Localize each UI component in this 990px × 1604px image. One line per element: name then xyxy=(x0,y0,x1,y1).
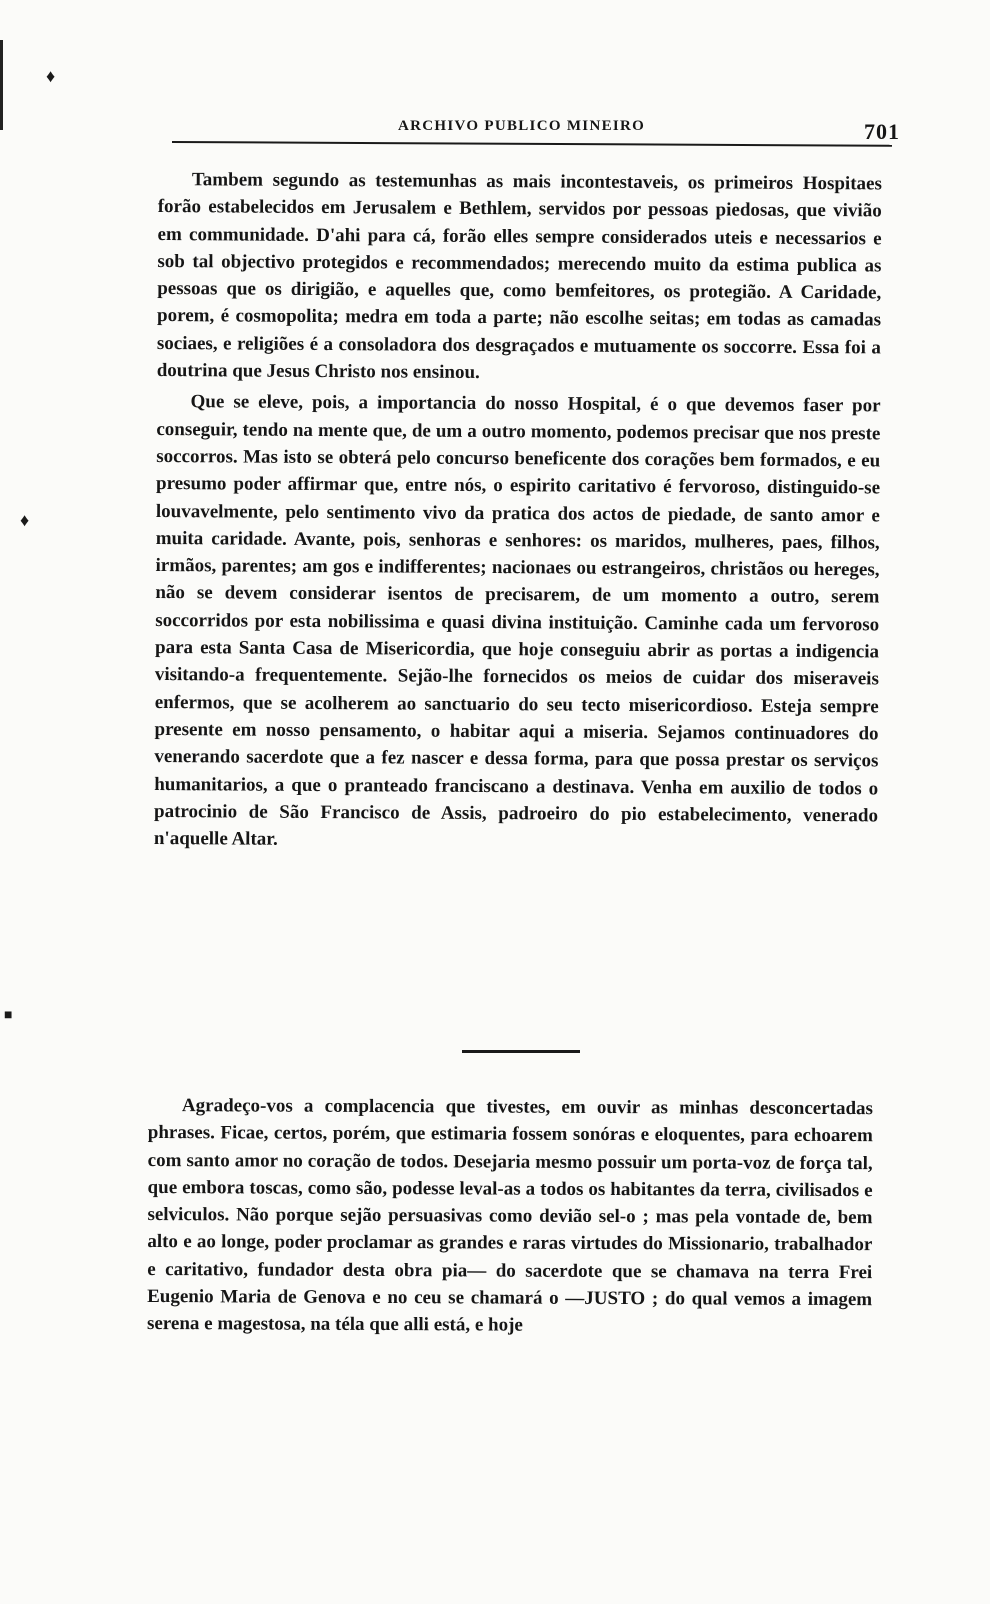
running-title: ARCHIVO PUBLICO MINEIRO xyxy=(398,118,646,134)
margin-mark: ♦ xyxy=(46,66,56,86)
body-text-part1 xyxy=(154,166,882,857)
margin-mark: ■ xyxy=(4,1008,13,1023)
paragraph: Tambem segundo as testemunhas as mais incontestaveis, os primeiros Hospitaes forão estabelecidos em Jerusalem e Bethlem, servidos por pessoas piedosas, que vivião em communidade. D'ahi para cá, forão elles sempre considerados uteis e necessarios e sob tal objectivo protegidos e recommendados; merecendo muito da estima publica as pessoas que os dirigião, e aquelles que, como bemfeitores, os protegião. A Caridade, porem, é cosmopolita; medra em toda a parte; não escolhe seitas; em todas as camadas sociaes, e religiões é a consoladora dos desgraçados e mutuamente os soccorre. Essa foi a doutrina que Jesus Christo nos ensinou. xyxy=(156,169,882,384)
page-number: 701 xyxy=(864,119,900,144)
header-rule xyxy=(172,141,892,147)
paragraph: Agradeço-vos a complacencia que tivestes, em ouvir as minhas desconcertadas phrases. Ficae, certos, porém, que estimaria fossem sonóras e eloquentes, para echoarem com santo amor no coração de todos. Desejaria mesmo possuir um porta-voz de força tal, que embora toscas, como são, podesse leval-as a todos os habitantes da terra, civilisados e selviculos. Não porque sejão persuasivas como devião sel-o ; mas pela vontade de, bem alto e ao longe, poder proclamar as grandes e raras virtudes do Missionario, trabalhador e caritativo, fundador desta obra pia— do sacerdote que se chamava na terra Frei Eugenio Maria de Genova e no ceu se chamará o —JUSTO ; do qual vemos a imagem serena e magestosa, na téla que alli está, e hoje xyxy=(146,1095,873,1337)
running-header xyxy=(172,113,900,153)
paragraph: Que se eleve, pois, a importancia do nosso Hospital, é o que devemos faser por conseguir, tendo na mente que, de um a outro momento, podemos precisar que nos preste soccorros. Mas isto se obterá pelo concurso beneficente dos corações bem formados, e eu presumo poder affirmar que, entre nós, o espirito caritativo é fervoroso, distinguido-se louvavelmente, pelo sentimento vivo da pratica dos actos de piedade, de santo amor e muita caridade. Avante, pois, senhoras e senhores: os maridos, mulheres, paes, filhos, irmãos, parentes; am gos e indifferentes; nacionaes ou estrangeiros, christãos ou hereges, não se devem considerar isentos de precisarem, de um momento a outro, serem soccorridos por esta nobilissima e quasi divina instituição. Caminhe cada um fervoroso para esta Santa Casa de Misericordia, que hoje conseguiu abrir as portas a indigencia visitando-a frequentemente. Sejão-lhe fornecidos os meios de cuidar dos miseraveis enfermos, que se acolherem ao sanctuario do seu tecto misericordioso. Esteja sempre presente em nosso pensamento, o habitar aqui a miseria. Sejamos continuadores do venerando sacerdote que a fez nascer e dessa forma, para que possa prestar os serviços humanitarios, a que o pranteado franciscano a destinava. Venha em auxilio de todos o patrocinio de São Francisco de Assis, padroeiro do pio estabelecimento, venerado n'aquelle Altar. xyxy=(153,391,881,850)
body-text-part2 xyxy=(147,1092,873,1341)
binding-edge xyxy=(0,40,13,130)
margin-mark: ♦ xyxy=(20,510,30,530)
section-divider xyxy=(462,1050,580,1053)
